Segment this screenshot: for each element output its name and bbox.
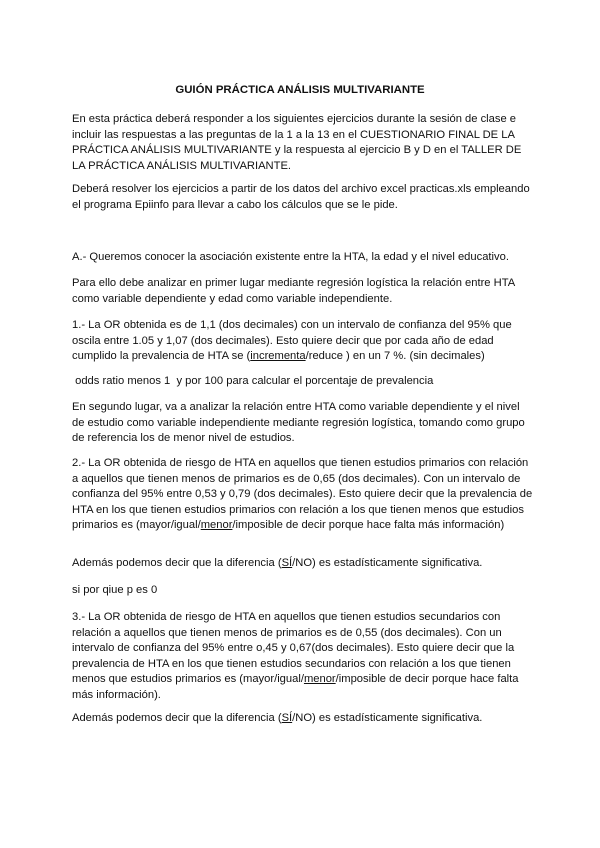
question-2-selected-answer: menor [200,519,233,532]
question-2-significance-answer: SÍ [281,557,293,569]
question-3-significance-text: Además podemos decir que la diferencia ( [72,712,282,724]
question-3-text: 3.- La OR obtenida de riesgo de HTA en aquellos que tienen estudios secundarios con relación a aquellos que tienen menos de primarios es de 0,55 (dos decimales). Con un intervalo de confianza del 95% entre o,45 y 0,67(dos decimales). Esto quiere decir que la prevalencia de HTA en los que tienen estudios secundarios con relación a los que tienen menos que estudios primarios es (mayor/igual/ [72,611,515,686]
question-3-selected-answer: menor [303,673,336,686]
question-1-selected-answer: incrementa [250,350,306,363]
question-3-text-end: /imposible de decir porque hace falta más información). [72,673,519,701]
section-a-paragraph-2: En segundo lugar, va a analizar la relación entre HTA como variable dependiente y el nivel de estudio como variable independiente mediante regresión logística, tomando como grupo de referencia los de menor nivel de estudios. [72,401,525,445]
question-3 [72,610,534,704]
intro-paragraph-2: Deberá resolver los ejercicios a partir de los datos del archivo excel practicas.xls empleando el programa Epiinfo para llevar a cabo los cálculos que se le pide. [72,183,530,211]
question-2-text-end: /imposible de decir porque hace falta más información) [232,519,505,532]
question-2 [72,456,534,534]
question-3-significance-text-end: /NO) es estadísticamente significativa. [292,712,483,724]
note-1: odds ratio menos 1 y por 100 para calcular el porcentaje de prevalencia [72,375,434,387]
question-1-text-end: /reduce ) en un 7 %. (sin decimales) [305,350,485,363]
question-3-significance [72,711,534,727]
document-title: GUIÓN PRÁCTICA ANÁLISIS MULTIVARIANTE [175,84,425,96]
question-1-text: 1.- La OR obtenida es de 1,1 (dos decimales) con un intervalo de confianza del 95% que oscila entre 1.05 y 1,07 (dos decimales). Esto quiere decir que por cada año de edad cumplido la prevalencia de HTA se ( [72,319,512,363]
intro-paragraph-1: En esta práctica deberá responder a los siguientes ejercicios durante la sesión de clase e incluir las respuestas a las preguntas de la 1 a la 13 en el CUESTIONARIO FINAL DE LA PRÁCTICA ANÁLISIS MULTIVARIANTE y la respuesta al ejercicio B y D en el TALLER DE LA PRÁCTICA ANÁLISIS MULTIVARIANTE. [72,113,522,172]
question-1 [72,318,534,365]
question-2-significance-text: Además podemos decir que la diferencia ( [72,557,282,569]
question-2-significance-text-end: /NO) es estadísticamente significativa. [292,557,483,569]
question-2-significance [72,556,534,572]
note-2: si por qiue p es 0 [72,584,158,596]
section-a-paragraph-1: Para ello debe analizar en primer lugar mediante regresión logística la relación entre HTA como variable dependiente y edad como variable independiente. [72,277,515,305]
question-2-text: 2.- La OR obtenida de riesgo de HTA en aquellos que tienen estudios primarios con relación a aquellos que tienen menos de primarios es de 0,65 (dos decimales). Con un intervalo de confianza del 95% entre 0,53 y 0,79 (dos decimales). Esto quiere decir que la prevalencia de HTA en los que tienen estudios primarios con relación a los que tienen menos que estudios primarios es (mayor/igual/ [72,457,533,532]
question-3-significance-answer: SÍ [281,712,293,724]
section-a-heading: A.- Queremos conocer la asociación existente entre la HTA, la edad y el nivel educativo. [72,251,509,263]
